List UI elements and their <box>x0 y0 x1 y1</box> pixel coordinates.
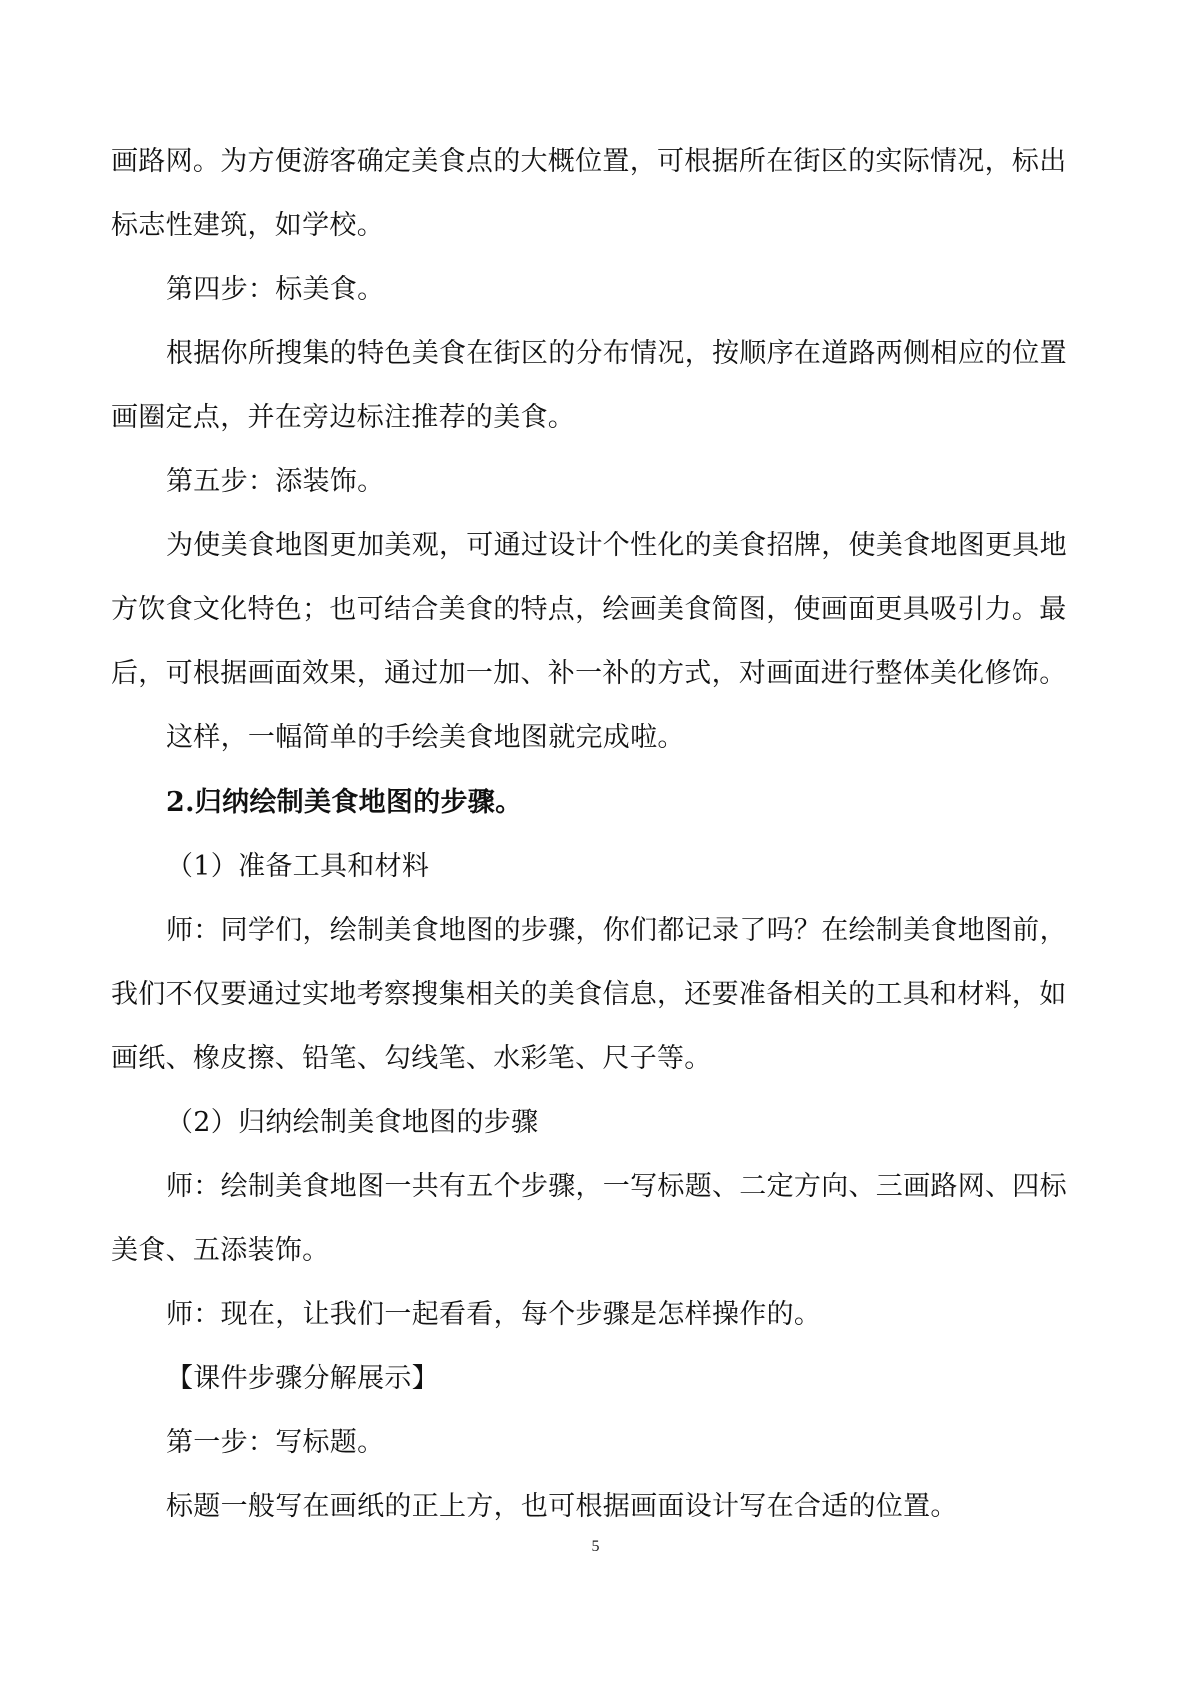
text-line: 标志性建筑，如学校。 <box>111 210 384 241</box>
text-line: 画纸、橡皮擦、铅笔、勾线笔、水彩笔、尺子等。 <box>111 1043 712 1074</box>
text-line: 标题一般写在画纸的正上方，也可根据画面设计写在合适的位置。 <box>166 1491 958 1522</box>
text-line: 画路网。为方便游客确定美食点的大概位置，可根据所在街区的实际情况，标出 <box>111 146 1067 177</box>
text-line: 师：同学们，绘制美食地图的步骤，你们都记录了吗？在绘制美食地图前， <box>166 915 1067 946</box>
text-line: 根据你所搜集的特色美食在街区的分布情况，按顺序在道路两侧相应的位置 <box>166 338 1067 369</box>
text-line: 画圈定点，并在旁边标注推荐的美食。 <box>111 402 576 433</box>
text-line: 后，可根据画面效果，通过加一加、补一补的方式，对画面进行整体美化修饰。 <box>111 658 1067 689</box>
section-heading: 2.归纳绘制美食地图的步骤。 <box>166 787 523 818</box>
text-line: 这样，一幅简单的手绘美食地图就完成啦。 <box>166 722 685 753</box>
subsection-heading: （1）准备工具和材料 <box>166 851 430 882</box>
step-heading: 第一步：写标题。 <box>166 1427 385 1458</box>
step-heading: 第五步：添装饰。 <box>166 466 385 497</box>
text-line: 师：绘制美食地图一共有五个步骤，一写标题、二定方向、三画路网、四标 <box>166 1171 1067 1202</box>
text-line: 美食、五添装饰。 <box>111 1235 330 1266</box>
subsection-heading: （2）归纳绘制美食地图的步骤 <box>166 1107 539 1138</box>
text-line: 为使美食地图更加美观，可通过设计个性化的美食招牌，使美食地图更具地 <box>166 530 1067 561</box>
text-line: 【课件步骤分解展示】 <box>166 1363 439 1394</box>
text-line: 方饮食文化特色；也可结合美食的特点，绘画美食简图，使画面更具吸引力。最 <box>111 594 1067 625</box>
step-heading: 第四步：标美食。 <box>166 274 385 305</box>
text-line: 师：现在，让我们一起看看，每个步骤是怎样操作的。 <box>166 1299 822 1330</box>
page-number: 5 <box>591 1538 600 1555</box>
text-line: 我们不仅要通过实地考察搜集相关的美食信息，还要准备相关的工具和材料，如 <box>111 979 1067 1010</box>
